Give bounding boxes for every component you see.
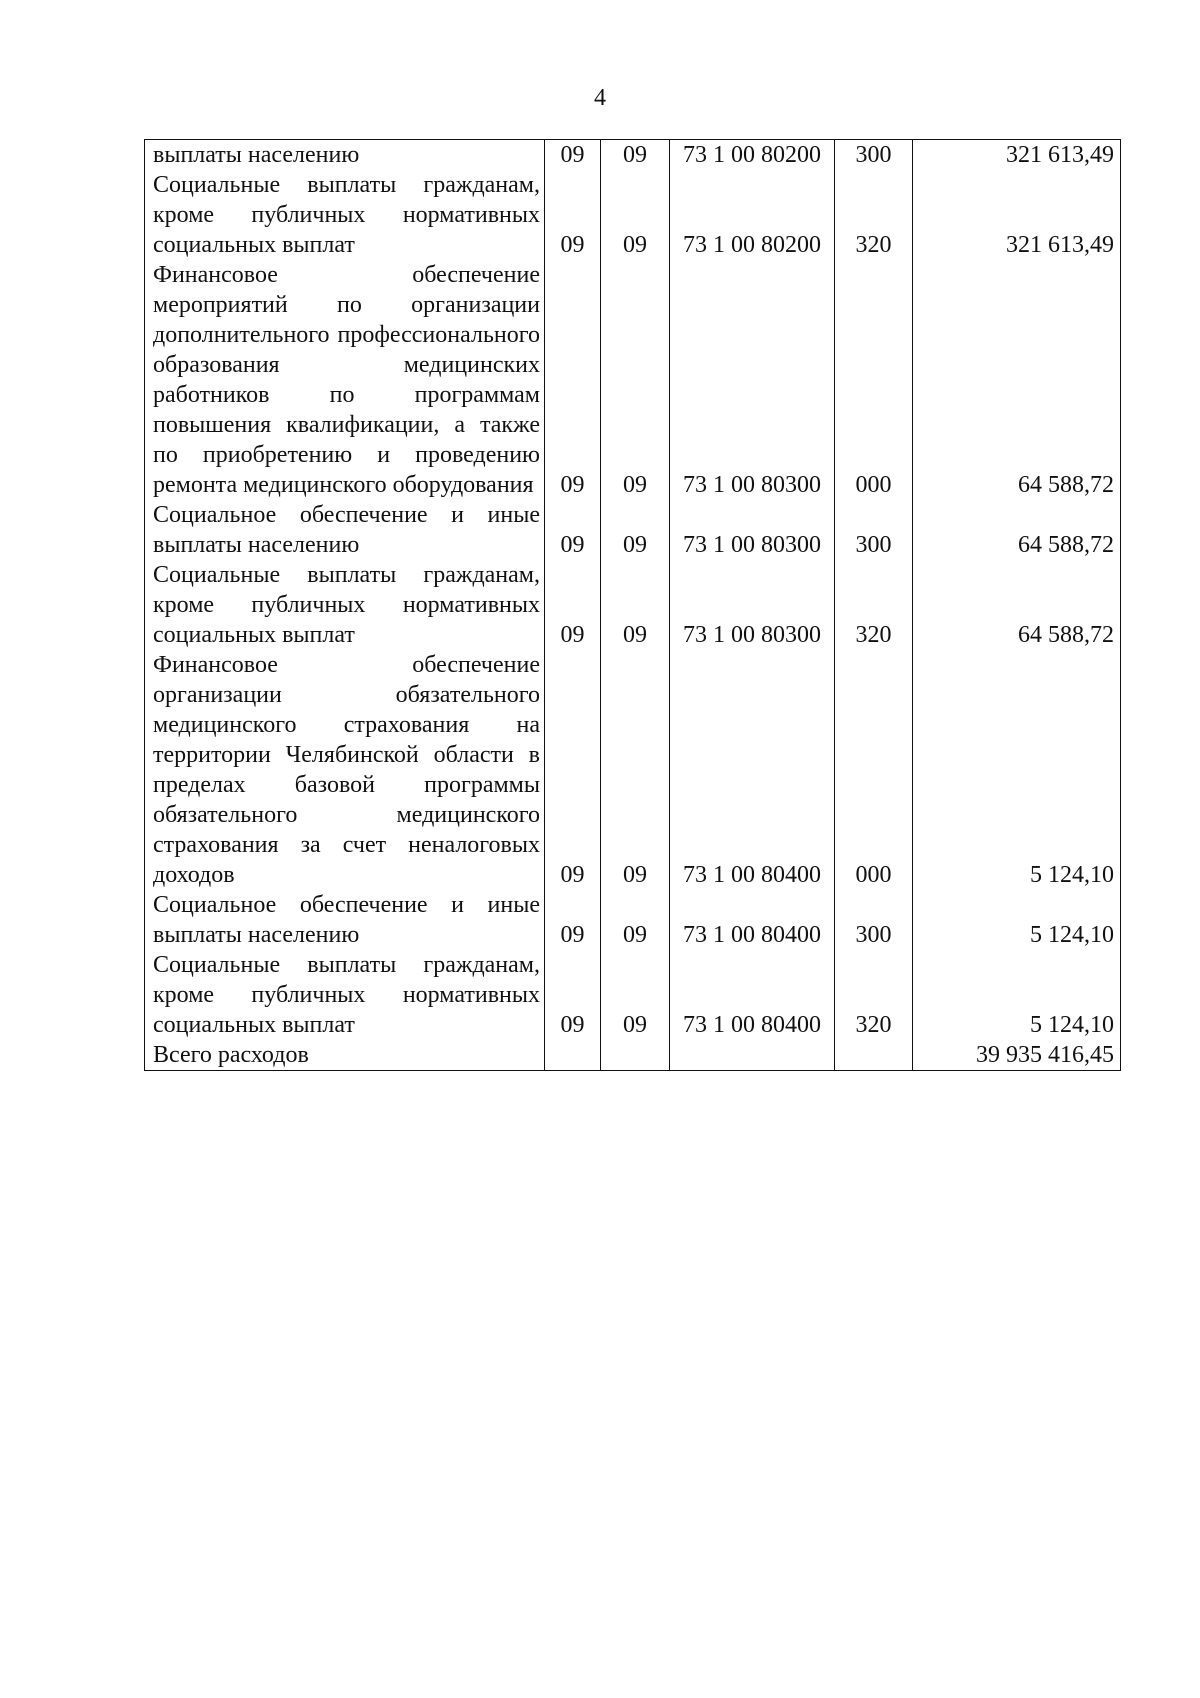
- row-subsection: 09: [601, 950, 670, 1040]
- row-name: Социальные выплаты гражданам, кроме публичных нормативных социальных выплат: [145, 560, 545, 650]
- row-expense-type: 300: [835, 500, 913, 560]
- row-section: 09: [545, 500, 601, 560]
- table-row: [145, 260, 1121, 500]
- row-section: 09: [545, 950, 601, 1040]
- budget-expenditure-table: [144, 139, 1121, 1071]
- row-amount: 64 588,72: [913, 260, 1121, 500]
- row-expense-type: 300: [835, 140, 913, 171]
- row-expense-type: 320: [835, 560, 913, 650]
- row-name: Социальные выплаты гражданам, кроме публичных нормативных социальных выплат: [145, 170, 545, 260]
- row-subsection: 09: [601, 260, 670, 500]
- row-name: Социальные выплаты гражданам, кроме публичных нормативных социальных выплат: [145, 950, 545, 1040]
- row-subsection: 09: [601, 140, 670, 171]
- row-subsection: 09: [601, 560, 670, 650]
- row-name: Социальное обеспечение и иные выплаты населению: [145, 890, 545, 950]
- row-subsection: 09: [601, 650, 670, 890]
- page-number: 4: [594, 85, 606, 111]
- budget-table-container: [144, 139, 1120, 1071]
- table-row: [145, 560, 1121, 650]
- row-expense-type: 320: [835, 950, 913, 1040]
- row-section: 09: [545, 260, 601, 500]
- row-amount: 5 124,10: [913, 890, 1121, 950]
- row-target-article: 73 1 00 80300: [670, 260, 835, 500]
- row-amount: 64 588,72: [913, 500, 1121, 560]
- row-section: 09: [545, 560, 601, 650]
- row-target-article: 73 1 00 80200: [670, 140, 835, 171]
- row-section: 09: [545, 170, 601, 260]
- row-name: выплаты населению: [145, 140, 545, 171]
- table-row: [145, 170, 1121, 260]
- row-amount: 321 613,49: [913, 140, 1121, 171]
- row-name: Социальное обеспечение и иные выплаты населению: [145, 500, 545, 560]
- row-target-article: 73 1 00 80400: [670, 950, 835, 1040]
- row-section: [545, 1040, 601, 1071]
- table-row: [145, 650, 1121, 890]
- row-name: Финансовое обеспечение мероприятий по организации дополнительного профессионального образования медицинских работников по программам повышения квалификации, а также по приобретению и проведению ремонта медицинского оборудования: [145, 260, 545, 500]
- row-amount: 64 588,72: [913, 560, 1121, 650]
- row-amount: 321 613,49: [913, 170, 1121, 260]
- row-subsection: [601, 1040, 670, 1071]
- row-expense-type: 320: [835, 170, 913, 260]
- table-row: [145, 950, 1121, 1040]
- table-row: [145, 140, 1121, 171]
- row-target-article: 73 1 00 80400: [670, 890, 835, 950]
- row-target-article: 73 1 00 80300: [670, 500, 835, 560]
- row-expense-type: 000: [835, 650, 913, 890]
- row-target-article: 73 1 00 80400: [670, 650, 835, 890]
- total-label: Всего расходов: [145, 1040, 545, 1071]
- row-amount: 5 124,10: [913, 950, 1121, 1040]
- row-section: 09: [545, 890, 601, 950]
- row-section: 09: [545, 140, 601, 171]
- row-expense-type: 000: [835, 260, 913, 500]
- total-amount: 39 935 416,45: [913, 1040, 1121, 1071]
- row-expense-type: 300: [835, 890, 913, 950]
- row-target-article: 73 1 00 80300: [670, 560, 835, 650]
- row-section: 09: [545, 650, 601, 890]
- row-subsection: 09: [601, 890, 670, 950]
- row-expense-type: [835, 1040, 913, 1071]
- table-row: [145, 890, 1121, 950]
- row-target-article: 73 1 00 80200: [670, 170, 835, 260]
- table-row: [145, 500, 1121, 560]
- row-subsection: 09: [601, 500, 670, 560]
- table-row-total: [145, 1040, 1121, 1071]
- row-name: Финансовое обеспечение организации обязательного медицинского страхования на территории Челябинской области в пределах базовой программы обязательного медицинского страхования за счет неналоговых доходов: [145, 650, 545, 890]
- row-amount: 5 124,10: [913, 650, 1121, 890]
- row-subsection: 09: [601, 170, 670, 260]
- row-target-article: [670, 1040, 835, 1071]
